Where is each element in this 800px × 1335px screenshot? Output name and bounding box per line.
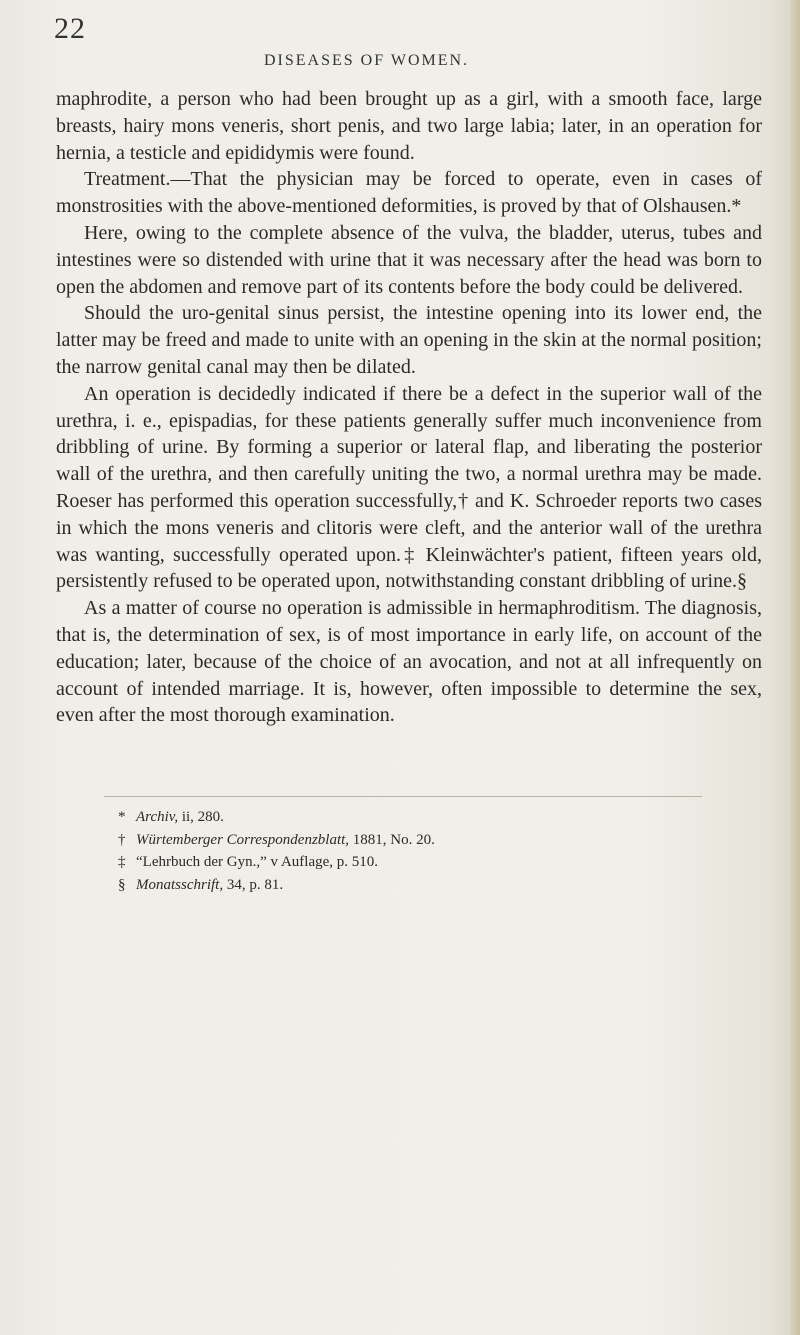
footnote-source: Monatsschrift, bbox=[136, 876, 224, 893]
footnote-mark: § bbox=[118, 876, 126, 893]
footnote-detail: “Lehrbuch der Gyn.,” v Auflage, p. 510. bbox=[136, 854, 379, 870]
footnote-detail: 1881, No. 20. bbox=[349, 831, 435, 848]
paragraph-treatment: Treatment.—That the physician may be forced to operate, even in cases of monstrosities with the above-mentioned deformities, is proved by that of Olshausen.* bbox=[56, 168, 762, 218]
paragraph-epispadias: An operation is decidedly indicated if there be a defect in the superior wall of the urethra, i. e., epispadias, for these patients generally suffer much inconvenience from dribbling of urine. By forming a superior or lateral flap, and liberating the posterior wall of the urethra, and then carefully uniting the two, a normal urethra may be made. Roeser has performed this operation successfully,† and K. Schroeder reports two cases in which the mons veneris and clitoris were cleft, and the anterior wall of the urethra was wanting, successfully operated upon.‡ Kleinwächter's patient, fifteen years old, persistently refused to be operated upon, notwithstanding constant dribbling of urine.§ bbox=[56, 382, 762, 593]
footnote-source: Archiv, bbox=[136, 809, 179, 825]
paragraph-hermaphroditism: As a matter of course no operation is admissible in hermaphroditism. The diagnosis, that is, the determination of sex, is of most importance in early life, on account of the education; later, because of the choice of an avocation, and not at all infrequently on account of intended marriage. It is, however, often impossible to determine the sex, even after the most thorough examination. bbox=[56, 597, 762, 727]
footnote-detail: ii, 280. bbox=[178, 809, 224, 825]
footnote-mark: † bbox=[118, 831, 126, 848]
paragraph-olshausen-case: Here, owing to the complete absence of the vulva, the bladder, uterus, tubes and intestines were so distended with urine that it was necessary after the head was born to open the abdomen and remove part of its contents before the body could be delivered. bbox=[56, 221, 762, 298]
paragraph-uro-genital-sinus: Should the uro-genital sinus persist, the intestine opening into its lower end, the latter may be freed and made to unite with an opening in the skin at the normal position; the narrow genital canal may then be dilated. bbox=[56, 302, 762, 378]
running-title: DISEASES OF WOMEN. bbox=[264, 52, 470, 69]
page-number: 22 bbox=[54, 12, 86, 45]
footnote-mark: * bbox=[118, 809, 126, 825]
footnote-source: Würtemberger Correspondenzblatt, bbox=[136, 831, 350, 848]
footnote-detail: 34, p. 81. bbox=[223, 876, 284, 893]
footnote bbox=[118, 851, 738, 874]
body-text bbox=[56, 86, 762, 729]
page-edge bbox=[790, 0, 800, 1335]
footnote-divider bbox=[104, 796, 702, 797]
footnote-mark: ‡ bbox=[118, 854, 126, 870]
footnote bbox=[118, 829, 738, 852]
footnote bbox=[118, 806, 738, 829]
footnotes bbox=[118, 806, 738, 896]
footnote bbox=[118, 874, 738, 897]
paragraph-continuation: maphrodite, a person who had been brought up as a girl, with a smooth face, large breasts, hairy mons veneris, short penis, and two large labia; later, in an operation for hernia, a testicle and epididymis were found. bbox=[56, 88, 762, 164]
